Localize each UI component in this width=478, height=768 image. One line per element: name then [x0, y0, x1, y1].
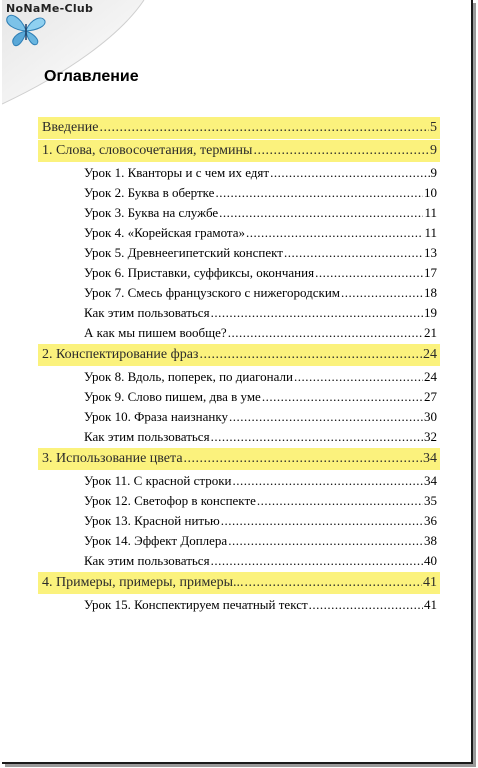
toc-leader-dots [341, 283, 423, 303]
toc-page-number: 17 [424, 265, 437, 280]
toc-page-number: 24 [423, 347, 437, 362]
toc-leader-dots [246, 223, 423, 243]
toc-entry-label: Урок 6. Приставки, суффиксы, окончания [84, 265, 315, 280]
toc-page-number: 41 [423, 575, 437, 590]
toc-entry-label: Введение [42, 120, 99, 135]
toc-leader-dots [232, 471, 423, 491]
toc-page-number: 35 [424, 493, 437, 508]
toc-leader-dots [284, 243, 423, 263]
toc-entry-label: Урок 5. Древнеегипетский конспект [84, 245, 283, 260]
toc-lesson-row [38, 163, 440, 183]
toc-leader-dots [221, 511, 423, 531]
toc-page-number: 19 [424, 305, 437, 320]
toc-entry-label: Как этим пользоваться [84, 553, 210, 568]
toc-chapter-row [38, 448, 440, 470]
toc-leader-dots [211, 303, 423, 323]
toc-lesson-row [38, 223, 440, 243]
toc-lesson-row [38, 511, 440, 531]
toc-chapter-row [38, 117, 440, 139]
toc-entry-label: Урок 4. «Корейская грамота» [84, 225, 246, 240]
butterfly-icon [4, 10, 48, 50]
toc-leader-dots [257, 491, 423, 511]
toc-leader-dots [294, 367, 423, 387]
toc-entry-label: Урок 1. Кванторы и с чем их едят [84, 165, 270, 180]
toc-chapter-row [38, 572, 440, 594]
toc-page-number: 38 [424, 533, 437, 548]
toc-leader-dots [315, 263, 423, 283]
toc-leader-dots [211, 427, 423, 447]
toc-page-number: 27 [424, 389, 437, 404]
toc-page-number: 34 [423, 451, 437, 466]
toc-entry-label: 3. Использование цвета [42, 451, 183, 466]
toc-page-number: 36 [424, 513, 437, 528]
toc-leader-dots [211, 551, 423, 571]
toc-lesson-row [38, 531, 440, 551]
toc-page-number: 5 [430, 120, 437, 135]
toc-page-number: 21 [424, 325, 437, 340]
toc-lesson-row [38, 407, 440, 427]
toc-chapter-row [38, 140, 440, 162]
toc-page-number: 11 [424, 205, 437, 220]
toc-lesson-row [38, 551, 440, 571]
toc-lesson-row [38, 367, 440, 387]
toc-leader-dots [270, 163, 429, 183]
toc-title: Оглавление [44, 68, 139, 85]
toc-lesson-row [38, 471, 440, 491]
table-of-contents [38, 116, 440, 615]
toc-entry-label: 4. Примеры, примеры, примеры... [42, 575, 244, 590]
toc-entry-label: Урок 8. Вдоль, поперек, по диагонали [84, 369, 293, 384]
toc-entry-label: 2. Конспектирование фраз [42, 347, 199, 362]
toc-lesson-row [38, 491, 440, 511]
toc-page-number: 24 [424, 369, 437, 384]
document-page [2, 0, 473, 764]
toc-lesson-row [38, 283, 440, 303]
toc-lesson-row [38, 243, 440, 263]
toc-lesson-row [38, 387, 440, 407]
toc-lesson-row [38, 203, 440, 223]
toc-page-number: 9 [430, 165, 437, 180]
toc-leader-dots [262, 387, 423, 407]
toc-page-number: 30 [424, 409, 437, 424]
toc-page-number: 13 [424, 245, 437, 260]
toc-entry-label: Урок 7. Смесь французского с нижегородским [84, 285, 341, 300]
toc-entry-label: Как этим пользоваться [84, 429, 210, 444]
toc-lesson-row [38, 263, 440, 283]
toc-lesson-row [38, 183, 440, 203]
toc-leader-dots [229, 407, 423, 427]
toc-chapter-row [38, 344, 440, 366]
toc-entry-label: Как этим пользоваться [84, 305, 210, 320]
toc-entry-label: Урок 13. Красной нитью [84, 513, 220, 528]
toc-leader-dots [228, 323, 423, 343]
toc-page-number: 41 [424, 597, 437, 612]
toc-entry-label: А как мы пишем вообще? [84, 325, 227, 340]
toc-page-number: 11 [424, 225, 437, 240]
toc-entry-label: Урок 9. Слово пишем, два в уме [84, 389, 261, 404]
toc-entry-label: Урок 2. Буква в обертке [84, 185, 215, 200]
toc-lesson-row [38, 427, 440, 447]
toc-leader-dots [184, 448, 422, 470]
toc-entry-label: Урок 14. Эффект Доплера [84, 533, 228, 548]
toc-entry-label: 1. Слова, словосочетания, термины [42, 143, 253, 158]
toc-entry-label: Урок 3. Буква на службе [84, 205, 219, 220]
toc-lesson-row [38, 595, 440, 615]
toc-entry-label: Урок 12. Светофор в конспекте [84, 493, 256, 508]
toc-leader-dots [215, 183, 423, 203]
toc-page-number: 9 [430, 143, 437, 158]
toc-leader-dots [99, 117, 429, 139]
toc-leader-dots [309, 595, 423, 615]
toc-entry-label: Урок 15. Конспектируем печатный текст [84, 597, 308, 612]
toc-leader-dots [253, 140, 429, 162]
toc-leader-dots [228, 531, 423, 551]
toc-lesson-row [38, 303, 440, 323]
toc-leader-dots [219, 203, 423, 223]
watermark-text: NoNaMe-Club [6, 2, 94, 15]
toc-page-number: 32 [424, 429, 437, 444]
toc-leader-dots [199, 344, 422, 366]
toc-page-number: 18 [424, 285, 437, 300]
toc-entry-label: Урок 11. С красной строки [84, 473, 232, 488]
toc-page-number: 10 [424, 185, 437, 200]
toc-entry-label: Урок 10. Фраза наизнанку [84, 409, 228, 424]
toc-leader-dots [245, 572, 422, 594]
toc-lesson-row [38, 323, 440, 343]
toc-page-number: 40 [424, 553, 437, 568]
toc-page-number: 34 [424, 473, 437, 488]
